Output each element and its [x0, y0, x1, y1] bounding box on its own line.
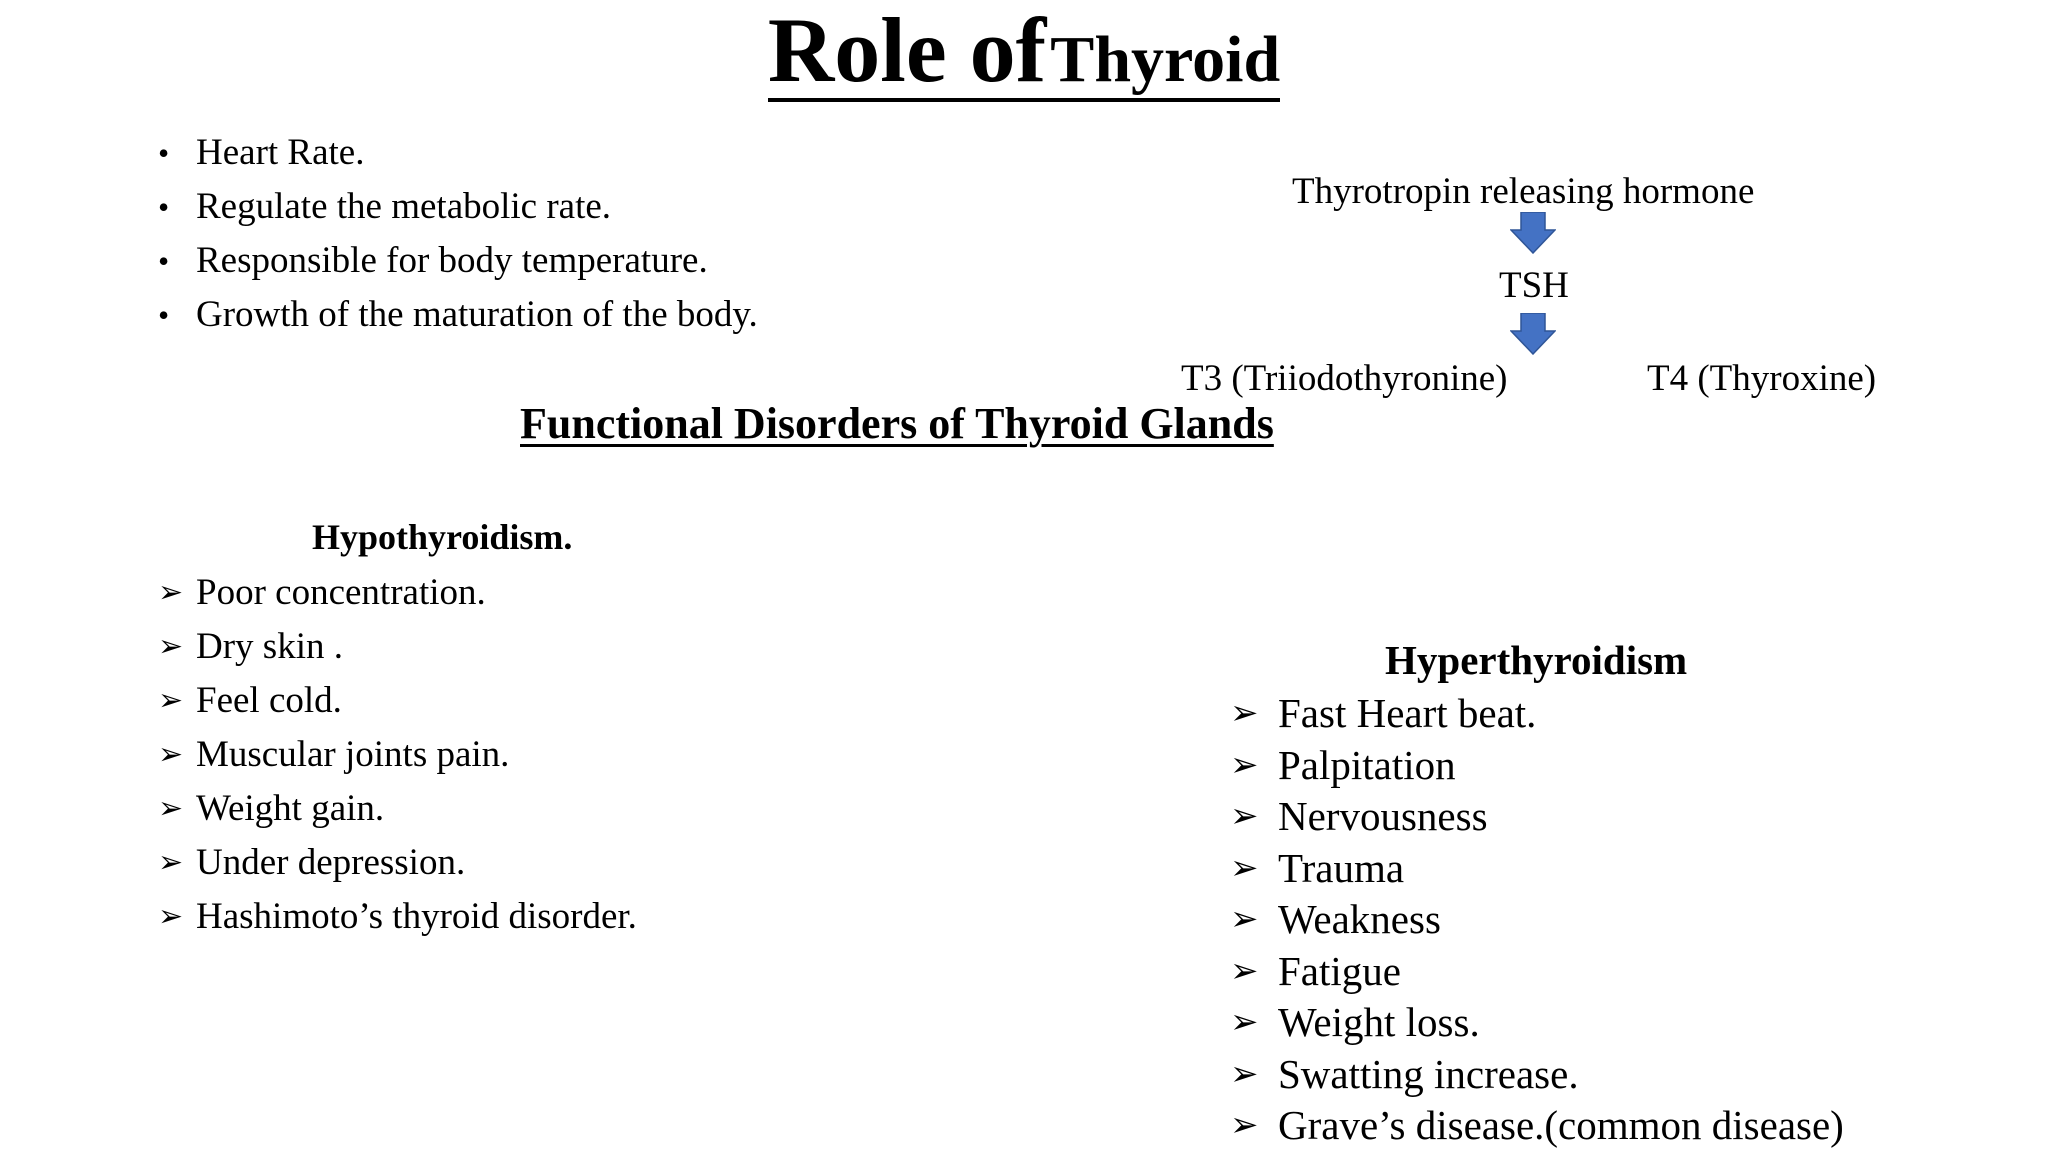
arrow-bullet-icon: ➢: [1230, 1055, 1259, 1093]
bullet-icon: •: [158, 297, 170, 333]
list-item: ➢ Grave’s disease.(common disease): [1230, 1100, 1844, 1152]
list-item: ➢ Swatting increase.: [1230, 1049, 1844, 1101]
arrow-bullet-icon: ➢: [158, 900, 184, 933]
arrow-bullet-icon: ➢: [158, 738, 184, 771]
arrow-bullet-icon: ➢: [1230, 695, 1259, 732]
list-item: ➢ Palpitation: [1230, 740, 1844, 792]
list-item: ➢ Weight gain.: [158, 782, 637, 836]
arrow-bullet-icon: ➢: [1230, 849, 1259, 887]
arrow-bullet-icon: ➢: [1230, 1004, 1259, 1041]
list-item: ➢ Dry skin .: [158, 620, 637, 674]
t4-label: T4 (Thyroxine): [1647, 358, 1877, 399]
arrow-bullet-icon: ➢: [1230, 952, 1259, 990]
hyperthyroidism-list: [1230, 688, 1844, 1152]
list-item: ➢ Feel cold.: [158, 674, 637, 728]
slide-title: [0, 0, 2048, 102]
list-item: ➢ Fast Heart beat.: [1230, 688, 1844, 740]
tsh-label: TSH: [1499, 265, 1569, 306]
t3-label: T3 (Triiodothyronine): [1181, 358, 1508, 399]
section-heading: Functional Disorders of Thyroid Glands: [520, 399, 1274, 448]
bullet-icon: •: [158, 189, 170, 225]
list-item: ➢ Muscular joints pain.: [158, 728, 637, 782]
bullet-icon: •: [158, 243, 170, 279]
arrow-bullet-icon: ➢: [158, 684, 184, 717]
list-item: • Regulate the metabolic rate.: [150, 180, 758, 234]
list-item: ➢ Weight loss.: [1230, 997, 1844, 1049]
list-item: ➢ Poor concentration.: [158, 566, 637, 620]
arrow-bullet-icon: ➢: [1230, 746, 1259, 784]
arrow-bullet-icon: ➢: [158, 846, 184, 879]
arrow-bullet-icon: ➢: [1230, 798, 1259, 835]
list-item: ➢ Fatigue: [1230, 946, 1844, 998]
down-arrow-icon: [1510, 313, 1556, 355]
arrow-bullet-icon: ➢: [158, 792, 184, 825]
list-item: ➢ Trauma: [1230, 843, 1844, 895]
hypothyroidism-title: Hypothyroidism.: [312, 517, 573, 557]
list-item: • Responsible for body temperature.: [150, 234, 758, 288]
list-item: • Heart Rate.: [150, 126, 758, 180]
trh-label: Thyrotropin releasing hormone: [1292, 171, 1755, 212]
title-word-thyroid: Thyroid: [1050, 23, 1281, 96]
list-item: • Growth of the maturation of the body.: [150, 288, 758, 342]
title-word-role-of: Role of: [767, 0, 1047, 101]
arrow-bullet-icon: ➢: [158, 630, 184, 663]
arrow-bullet-icon: ➢: [1230, 1107, 1259, 1144]
hyperthyroidism-title: Hyperthyroidism: [1385, 637, 1688, 683]
list-item: ➢ Hashimoto’s thyroid disorder.: [158, 890, 637, 944]
arrow-shape: [1511, 313, 1555, 354]
down-arrow-icon: [1510, 212, 1556, 254]
arrow-bullet-icon: ➢: [158, 576, 184, 609]
arrow-bullet-icon: ➢: [1230, 901, 1259, 938]
arrow-shape: [1511, 212, 1555, 253]
hypothyroidism-list: [158, 566, 637, 944]
role-list: [150, 126, 758, 342]
bullet-icon: •: [158, 135, 170, 171]
list-item: ➢ Under depression.: [158, 836, 637, 890]
list-item: ➢ Weakness: [1230, 894, 1844, 946]
list-item: ➢ Nervousness: [1230, 791, 1844, 843]
